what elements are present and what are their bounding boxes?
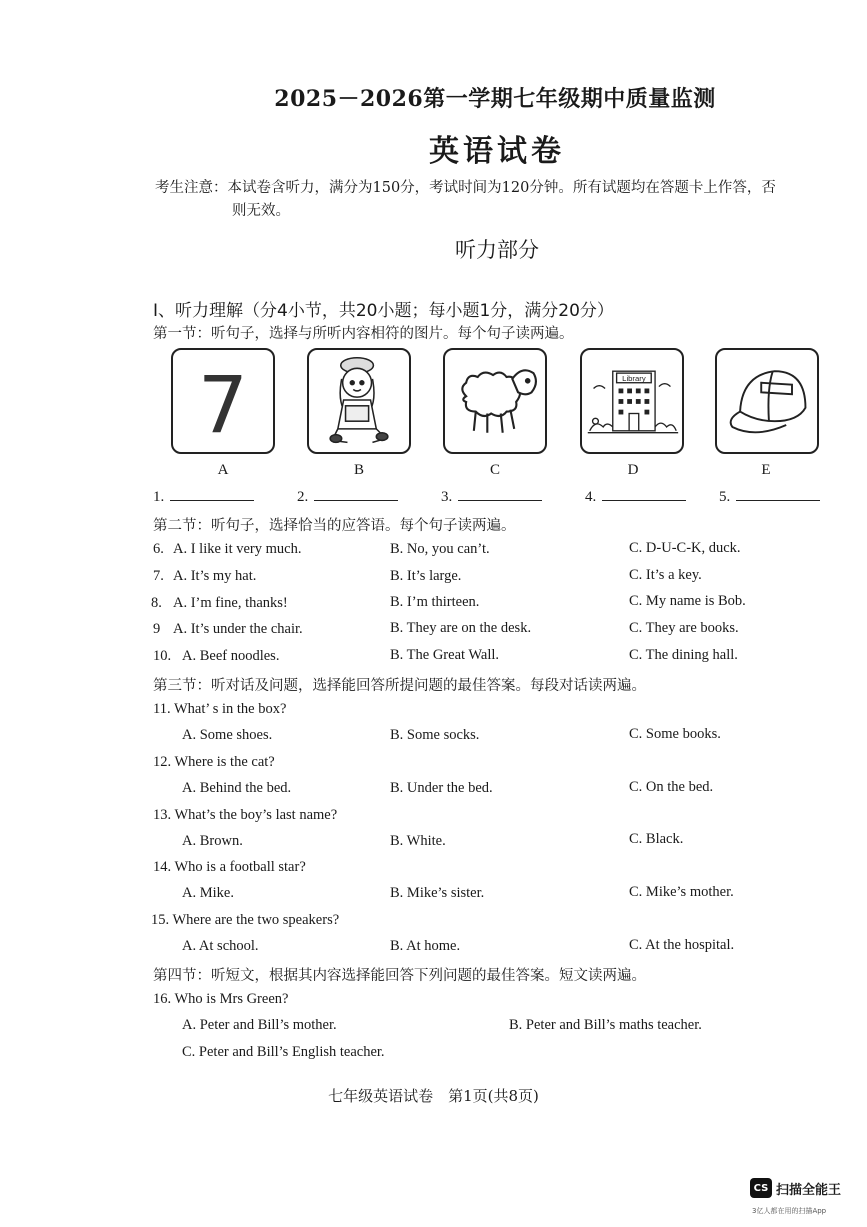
question-stem: 11. What’ s in the box? (153, 701, 287, 717)
question-stem: 13. What’s the boy’s last name? (153, 807, 338, 823)
question-stem: 14. Who is a football star? (153, 859, 306, 875)
section-title: 听力部分 (455, 238, 539, 262)
answer-blank-4[interactable]: 4. (585, 488, 686, 506)
question-stem: 16. Who is Mrs Green? (153, 991, 289, 1007)
picture-label-a: A (217, 462, 229, 478)
svg-text:7: 7 (197, 359, 249, 452)
answer-blank-2[interactable]: 2. (297, 488, 398, 506)
option-a: A. At school. (182, 938, 259, 954)
picture-d-library-icon (580, 348, 684, 454)
option-a: A. Brown. (182, 833, 243, 849)
question-stem: 15. Where are the two speakers? (151, 912, 340, 928)
option-b: B. The Great Wall. (390, 647, 500, 663)
option-c: C. At the hospital. (629, 937, 735, 953)
option-c: C. D-U-C-K, duck. (629, 540, 741, 556)
picture-label-b: B (353, 462, 364, 478)
section2-instruction: 第二节：听句子，选择恰当的应答语。每个句子读两遍。 (153, 518, 516, 534)
question-number: 8. (151, 595, 162, 611)
picture-label-d: D (627, 462, 639, 478)
option-c: C. The dining hall. (629, 647, 738, 663)
question-number: 10. (153, 648, 172, 664)
section4-instruction: 第四节：听短文，根据其内容选择能回答下列问题的最佳答案。短文读两遍。 (153, 968, 646, 984)
option-b: B. Peter and Bill’s maths teacher. (509, 1017, 702, 1033)
exam-title: 2025－2026第一学期七年级期中质量监测 (274, 86, 716, 112)
scanner-logo-icon: CS (750, 1178, 772, 1198)
picture-a-number-seven-icon (171, 348, 275, 454)
option-b: B. No, you can’t. (390, 541, 490, 557)
option-b: B. Under the bed. (390, 780, 493, 796)
question-number: 6. (153, 541, 164, 557)
picture-e-cap-icon (715, 348, 819, 454)
option-a: A. I like it very much. (173, 541, 302, 557)
notice-line-1: 考生注意：本试卷含听力，满分为150分，考试时间为120分钟。所有试题均在答题卡上作答，否 (155, 180, 776, 196)
option-c: C. They are books. (629, 620, 739, 636)
svg-text:Library: Library (622, 373, 646, 383)
picture-c-sheep-icon (443, 348, 547, 454)
scanner-tagline: 3亿人都在用的扫描App (752, 1207, 827, 1215)
picture-label-c: C (489, 462, 500, 478)
option-b: B. They are on the desk. (390, 620, 532, 636)
option-a: A. Mike. (182, 885, 234, 901)
picture-b-girl-reading-icon (307, 348, 411, 454)
option-c: C. On the bed. (629, 779, 714, 795)
option-b: B. I’m thirteen. (390, 594, 480, 610)
option-b: B. It’s large. (390, 568, 462, 584)
scanner-brand: 扫描全能王 (776, 1182, 842, 1198)
option-a: A. Beef noodles. (182, 648, 280, 664)
part-heading: Ⅰ、听力理解（分4小节，共20小题；每小题1分，满分20分） (153, 301, 614, 321)
option-a: A. Some shoes. (182, 727, 273, 743)
section3-instruction: 第三节：听对话及问题，选择能回答所提问题的最佳答案。每段对话读两遍。 (153, 678, 646, 694)
option-c: C. Mike’s mother. (629, 884, 734, 900)
section1-instruction: 第一节：听句子，选择与所听内容相符的图片。每个句子读两遍。 (153, 326, 574, 342)
scanner-watermark (750, 1178, 841, 1198)
page-footer: 七年级英语试卷 第1页(共8页) (328, 1087, 539, 1105)
notice-line-2: 则无效。 (232, 203, 290, 219)
question-number: 7. (153, 568, 164, 584)
answer-blank-3[interactable]: 3. (441, 488, 542, 506)
option-c: C. It’s a key. (629, 567, 702, 583)
option-b: B. Some socks. (390, 727, 480, 743)
option-c: C. My name is Bob. (629, 593, 746, 609)
option-c: C. Some books. (629, 726, 721, 742)
option-a: A. It’s my hat. (173, 568, 257, 584)
picture-label-e: E (761, 462, 771, 478)
option-b: B. At home. (390, 938, 461, 954)
exam-subject-title: 英语试卷 (429, 134, 565, 169)
question-number: 9 (153, 621, 161, 637)
option-c: C. Peter and Bill’s English teacher. (182, 1044, 385, 1060)
option-c: C. Black. (629, 831, 684, 847)
option-b: B. Mike’s sister. (390, 885, 485, 901)
answer-blank-5[interactable]: 5. (719, 488, 820, 506)
option-a: A. It’s under the chair. (173, 621, 303, 637)
answer-blank-1[interactable]: 1. (153, 488, 254, 506)
option-b: B. White. (390, 833, 446, 849)
option-a: A. I’m fine, thanks! (173, 595, 288, 611)
option-a: A. Peter and Bill’s mother. (182, 1017, 337, 1033)
option-a: A. Behind the bed. (182, 780, 292, 796)
question-stem: 12. Where is the cat? (153, 754, 275, 770)
